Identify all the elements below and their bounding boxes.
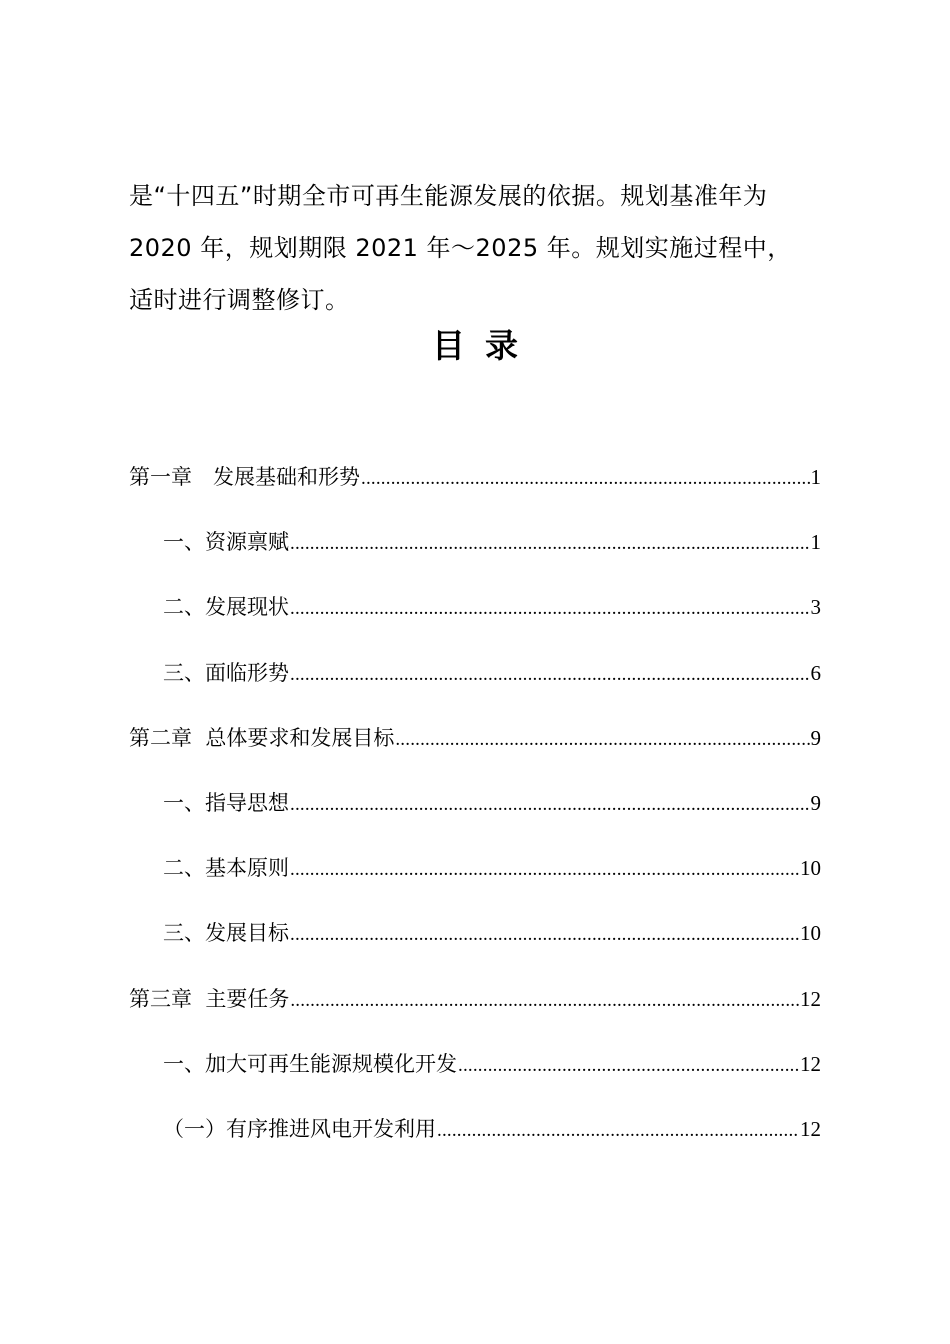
toc-dot-leader [395, 718, 809, 762]
toc-entry[interactable] [129, 911, 821, 976]
toc-page-number: 1 [810, 530, 821, 555]
toc-page-number: 1 [810, 465, 821, 489]
toc-entry-text: 二、发展现状 [163, 595, 289, 620]
toc-page-number: 12 [800, 1116, 821, 1141]
toc-page-number: 9 [810, 790, 821, 815]
toc-page-number: 12 [800, 1051, 821, 1076]
toc-dot-leader [290, 522, 810, 566]
toc-dot-leader [437, 1109, 799, 1153]
table-of-contents [129, 455, 821, 1172]
toc-dot-leader [290, 587, 810, 631]
toc-entry[interactable] [129, 455, 821, 520]
toc-dot-leader [290, 913, 799, 957]
intro-line: 2020 年，规划期限 2021 年～2025 年。规划实施过程中， [129, 234, 792, 262]
toc-entry-text: 三、面临形势 [163, 660, 289, 685]
intro-paragraph [129, 170, 829, 326]
toc-entry[interactable] [129, 520, 821, 585]
toc-entry-text: 第二章 总体要求和发展目标 [129, 725, 395, 750]
toc-dot-leader [290, 653, 810, 697]
toc-page-number: 12 [800, 986, 821, 1011]
toc-dot-leader [361, 457, 810, 501]
toc-entry-text: 第一章 发展基础和形势 [129, 465, 360, 489]
toc-entry[interactable] [129, 846, 821, 911]
toc-dot-leader [290, 848, 799, 892]
toc-entry[interactable] [129, 781, 821, 846]
toc-page-number: 9 [810, 725, 821, 750]
toc-entry-text: 一、指导思想 [163, 790, 289, 815]
toc-entry[interactable] [129, 716, 821, 781]
toc-entry-text: 二、基本原则 [163, 856, 289, 881]
intro-line: 是“十四五”时期全市可再生能源发展的依据。规划基准年为 [129, 182, 768, 210]
toc-page-number: 6 [810, 660, 821, 685]
toc-entry[interactable] [129, 977, 821, 1042]
toc-entry-text: （一）有序推进风电开发利用 [163, 1116, 436, 1141]
toc-dot-leader [290, 979, 799, 1023]
toc-dot-leader [458, 1044, 799, 1088]
toc-entry[interactable] [129, 585, 821, 650]
toc-title: 目录 [432, 326, 538, 365]
toc-entry-text: 一、加大可再生能源规模化开发 [163, 1051, 457, 1076]
toc-page-number: 10 [800, 921, 821, 946]
toc-entry-text: 第三章 主要任务 [129, 986, 290, 1011]
intro-line: 适时进行调整修订。 [129, 286, 350, 314]
toc-dot-leader [290, 783, 810, 827]
toc-page-number: 10 [800, 856, 821, 881]
toc-entry[interactable] [129, 1042, 821, 1107]
toc-page-number: 3 [810, 595, 821, 620]
toc-entry[interactable] [129, 651, 821, 716]
toc-entry-text: 三、发展目标 [163, 921, 289, 946]
toc-entry-text: 一、资源禀赋 [163, 530, 289, 555]
toc-entry[interactable] [129, 1107, 821, 1172]
